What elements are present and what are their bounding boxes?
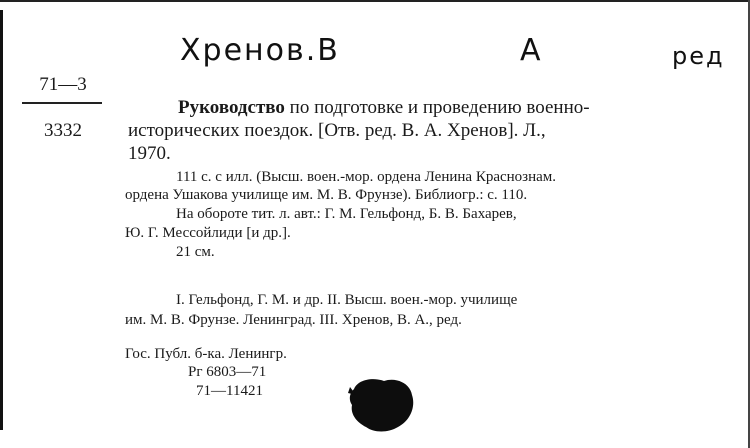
note-line-3: На обороте тит. л. авт.: Г. М. Гельфонд, Б. В. Бахарев, [176, 206, 517, 222]
note-line-1: 111 с. с илл. (Высш. воен.-мор. ордена Ленина Краснознам. [176, 169, 557, 185]
entry-title-bold: Руководство [178, 97, 285, 118]
library-line-3: 71—11421 [196, 383, 263, 399]
handwritten-editor: ред [672, 42, 725, 70]
card-left-edge [0, 10, 3, 430]
entry-title-rest: по подготовке и проведению военно- [284, 97, 590, 118]
tracing-line-1: I. Гельфонд, Г. М. и др. II. Высш. воен.-мор. училище [176, 292, 518, 308]
note-line-2: ордена Ушакова училище им. М. В. Фрунзе). Библиогр.: с. 110. [125, 187, 528, 203]
note-line-5: 21 см. [176, 244, 215, 260]
library-line-2: Рг 6803—71 [188, 364, 267, 380]
call-number-top: 71—3 [39, 74, 87, 95]
card-top-edge [0, 0, 750, 2]
handwritten-letter: А [520, 33, 543, 68]
handwritten-author: Хренов.В [180, 33, 340, 68]
tracing-line-2: им. М. В. Фрунзе. Ленинград. III. Хренов, В. А., ред. [125, 312, 462, 328]
call-number-bottom: 3332 [44, 120, 82, 141]
library-line-1: Гос. Публ. б-ка. Ленингр. [125, 346, 287, 362]
entry-line-2: исторических поездок. [Отв. ред. В. А. Хренов]. Л., [128, 120, 546, 141]
entry-title-line [178, 96, 590, 119]
note-line-4: Ю. Г. Мессойлиди [и др.]. [125, 225, 291, 241]
entry-line-3: 1970. [128, 143, 171, 164]
ink-blot [344, 375, 416, 433]
call-number-rule [22, 102, 102, 104]
